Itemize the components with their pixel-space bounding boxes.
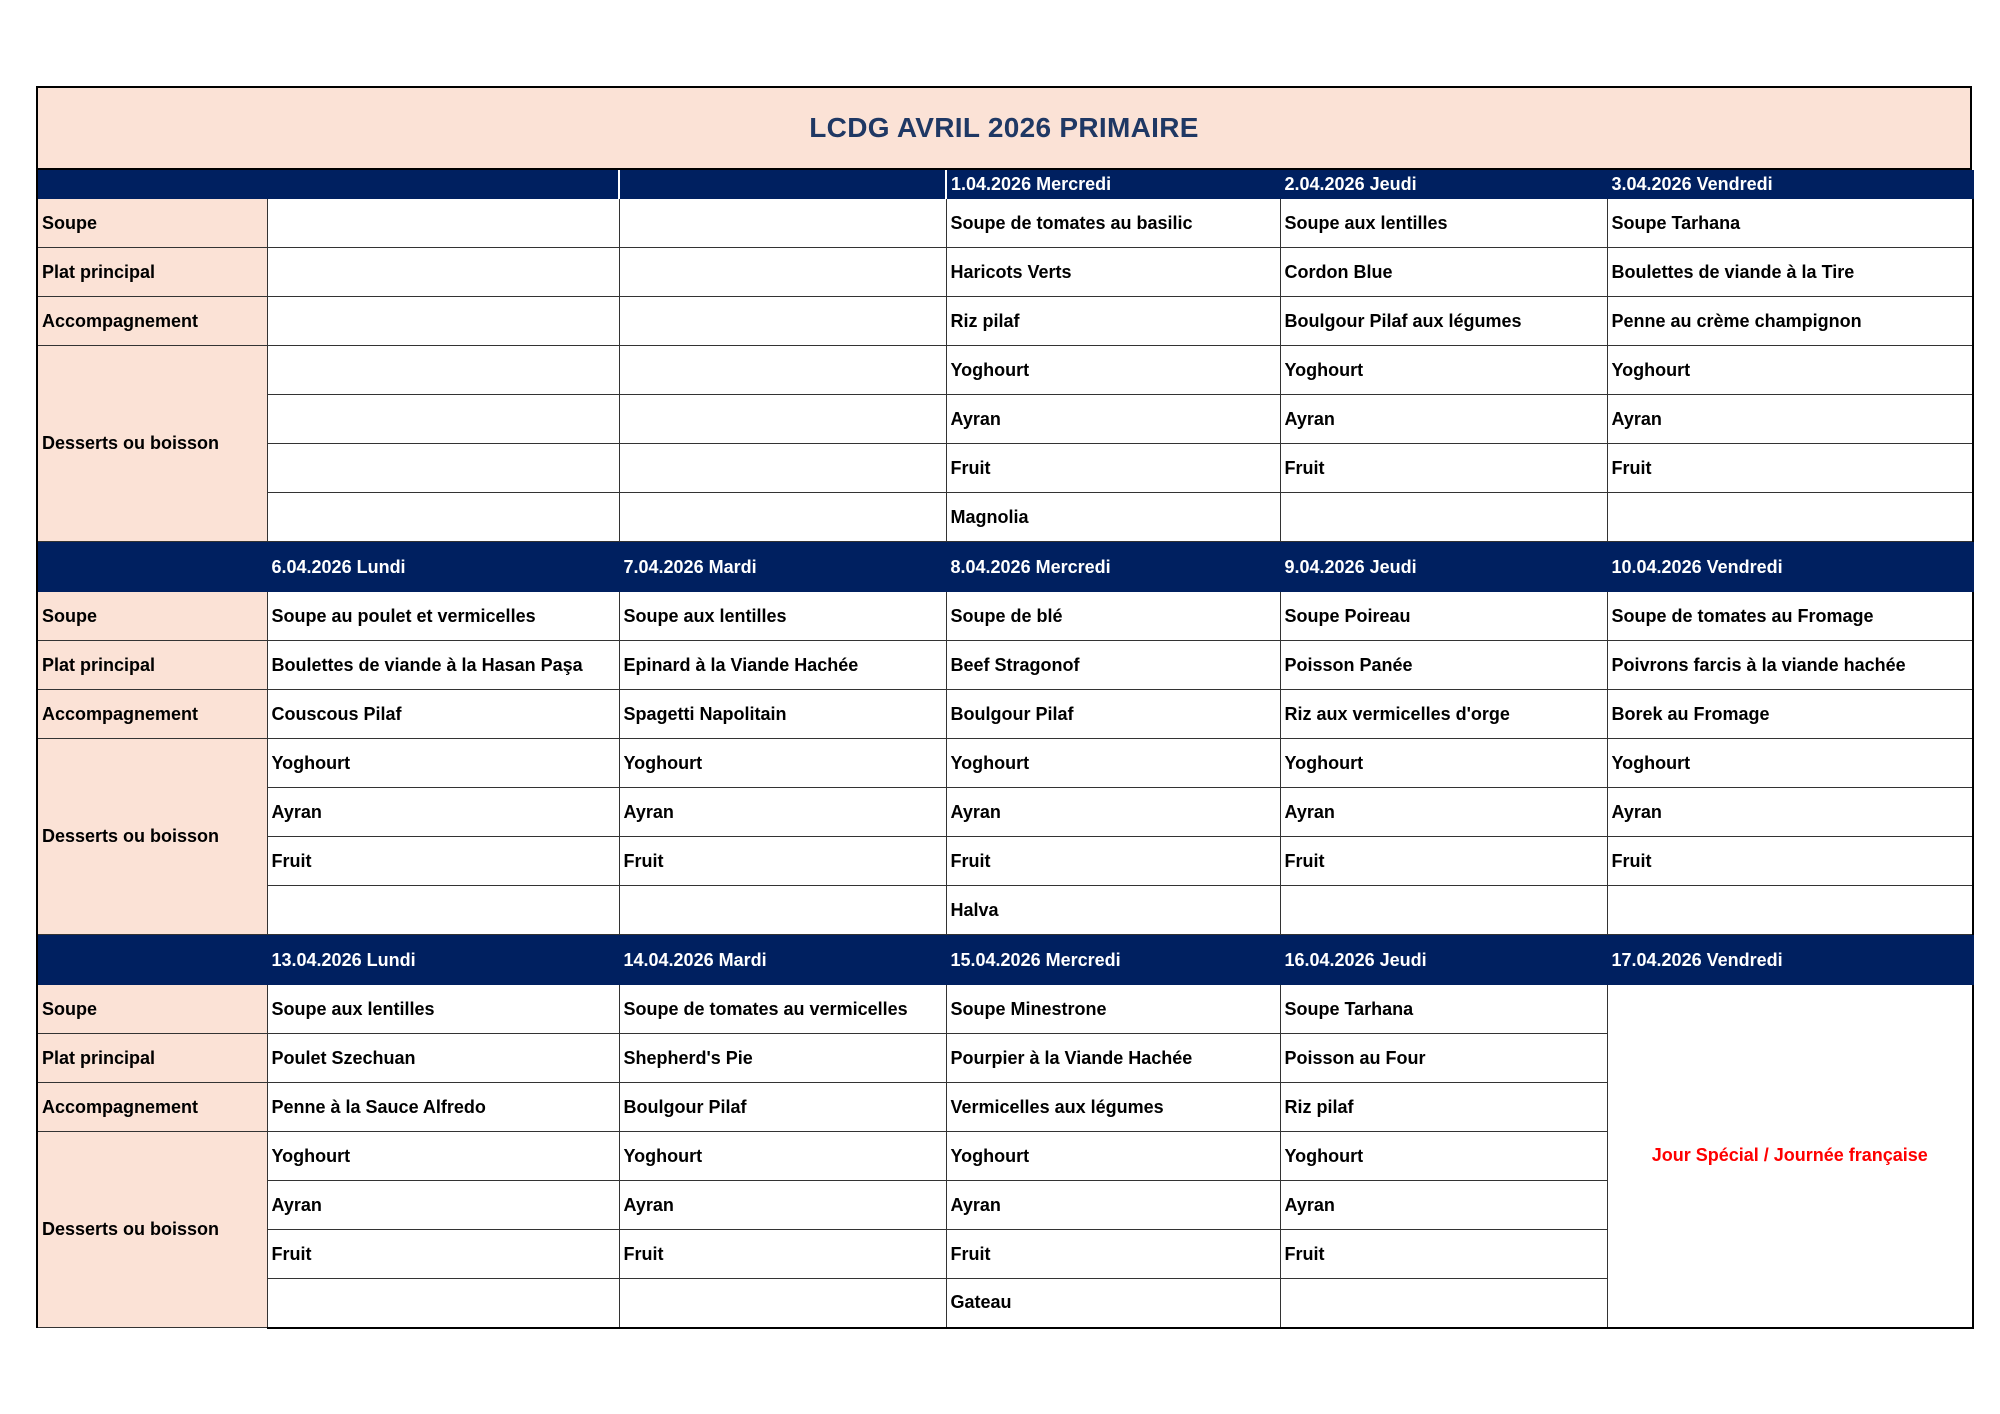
menu-cell: [267, 248, 619, 297]
day-header: 14.04.2026 Mardi: [619, 936, 946, 985]
day-header: 10.04.2026 Vendredi: [1607, 543, 1973, 592]
menu-cell: Poisson Panée: [1280, 641, 1607, 690]
day-header: 17.04.2026 Vendredi: [1607, 936, 1973, 985]
menu-row-side-dish: [37, 297, 1973, 346]
menu-cell: [619, 493, 946, 542]
category-label: Plat principal: [37, 1034, 267, 1083]
menu-cell: Soupe Tarhana: [1607, 199, 1973, 248]
menu-row-soup: [37, 985, 1973, 1034]
weeks-container: [36, 170, 1972, 1329]
day-header: 6.04.2026 Lundi: [267, 543, 619, 592]
menu-cell: Yoghourt: [1280, 346, 1607, 395]
menu-cell: Fruit: [1280, 444, 1607, 493]
category-label: Soupe: [37, 985, 267, 1034]
menu-cell: [619, 248, 946, 297]
menu-row-dessert: [37, 739, 1973, 788]
day-header: 8.04.2026 Mercredi: [946, 543, 1280, 592]
menu-row-dessert: [37, 837, 1973, 886]
menu-row-side-dish: [37, 690, 1973, 739]
menu-row-main-dish: [37, 641, 1973, 690]
menu-cell: Soupe aux lentilles: [619, 592, 946, 641]
menu-cell: Riz pilaf: [946, 297, 1280, 346]
category-label: Desserts ou boisson: [37, 739, 267, 935]
menu-cell: Soupe de tomates au Fromage: [1607, 592, 1973, 641]
category-label: Soupe: [37, 199, 267, 248]
menu-cell: Ayran: [619, 788, 946, 837]
menu-cell: Yoghourt: [1280, 1132, 1607, 1181]
menu-cell: Ayran: [1280, 1181, 1607, 1230]
menu-cell: Epinard à la Viande Hachée: [619, 641, 946, 690]
menu-cell: Yoghourt: [267, 739, 619, 788]
week-table: [36, 935, 1974, 1329]
menu-cell: Fruit: [946, 1230, 1280, 1279]
menu-cell: [1280, 1279, 1607, 1328]
day-header: 7.04.2026 Mardi: [619, 543, 946, 592]
menu-cell: [619, 395, 946, 444]
day-header: 13.04.2026 Lundi: [267, 936, 619, 985]
menu-cell: [267, 886, 619, 935]
menu-cell: Ayran: [619, 1181, 946, 1230]
menu-cell: Ayran: [946, 1181, 1280, 1230]
day-header-row: [37, 171, 1973, 199]
category-label: Desserts ou boisson: [37, 346, 267, 542]
day-header: [619, 171, 946, 199]
menu-cell: Fruit: [1280, 1230, 1607, 1279]
menu-cell: [267, 395, 619, 444]
menu-cell: [1607, 493, 1973, 542]
special-day-note: Jour Spécial / Journée française: [1607, 985, 1973, 1328]
day-header-row: [37, 936, 1973, 985]
menu-cell: [267, 493, 619, 542]
menu-cell: Yoghourt: [1607, 739, 1973, 788]
header-corner: [37, 936, 267, 985]
menu-cell: Vermicelles aux légumes: [946, 1083, 1280, 1132]
menu-cell: Gateau: [946, 1279, 1280, 1328]
menu-cell: Ayran: [1607, 788, 1973, 837]
menu-cell: Fruit: [946, 444, 1280, 493]
menu-cell: Yoghourt: [267, 1132, 619, 1181]
menu-cell: Boulettes de viande à la Hasan Paşa: [267, 641, 619, 690]
day-header: 15.04.2026 Mercredi: [946, 936, 1280, 985]
menu-cell: Boulgour Pilaf: [619, 1083, 946, 1132]
menu-cell: Yoghourt: [946, 739, 1280, 788]
day-header: 9.04.2026 Jeudi: [1280, 543, 1607, 592]
menu-cell: [1280, 886, 1607, 935]
menu-cell: Riz aux vermicelles d'orge: [1280, 690, 1607, 739]
menu-cell: [267, 297, 619, 346]
menu-cell: Soupe aux lentilles: [1280, 199, 1607, 248]
category-label: Plat principal: [37, 248, 267, 297]
day-header: 3.04.2026 Vendredi: [1607, 171, 1973, 199]
menu-cell: Ayran: [946, 395, 1280, 444]
menu-cell: Yoghourt: [946, 1132, 1280, 1181]
header-corner: [37, 171, 267, 199]
menu-cell: Soupe de blé: [946, 592, 1280, 641]
menu-cell: Magnolia: [946, 493, 1280, 542]
menu-sheet: [36, 86, 1972, 1329]
header-corner: [37, 543, 267, 592]
category-label: Accompagnement: [37, 690, 267, 739]
day-header: 2.04.2026 Jeudi: [1280, 171, 1607, 199]
menu-cell: Beef Stragonof: [946, 641, 1280, 690]
day-header: 16.04.2026 Jeudi: [1280, 936, 1607, 985]
menu-cell: Shepherd's Pie: [619, 1034, 946, 1083]
menu-cell: Ayran: [267, 788, 619, 837]
menu-cell: [267, 1279, 619, 1328]
menu-cell: Cordon Blue: [1280, 248, 1607, 297]
menu-cell: [267, 199, 619, 248]
menu-cell: Boulgour Pilaf aux légumes: [1280, 297, 1607, 346]
menu-cell: Soupe au poulet et vermicelles: [267, 592, 619, 641]
menu-cell: Penne à la Sauce Alfredo: [267, 1083, 619, 1132]
day-header-row: [37, 543, 1973, 592]
title-banner: [36, 86, 1972, 170]
menu-cell: [619, 444, 946, 493]
page-title: LCDG AVRIL 2026 PRIMAIRE: [809, 112, 1199, 143]
day-header: [267, 171, 619, 199]
menu-cell: Yoghourt: [619, 739, 946, 788]
menu-cell: [619, 297, 946, 346]
menu-cell: Soupe de tomates au basilic: [946, 199, 1280, 248]
menu-cell: Fruit: [1607, 837, 1973, 886]
menu-cell: Pourpier à la Viande Hachée: [946, 1034, 1280, 1083]
menu-cell: Boulettes de viande à la Tire: [1607, 248, 1973, 297]
menu-row-dessert: [37, 493, 1973, 542]
menu-cell: [1607, 886, 1973, 935]
menu-cell: Spagetti Napolitain: [619, 690, 946, 739]
menu-cell: Yoghourt: [946, 346, 1280, 395]
menu-cell: Fruit: [619, 1230, 946, 1279]
menu-cell: Soupe Minestrone: [946, 985, 1280, 1034]
menu-row-dessert: [37, 886, 1973, 935]
category-label: Soupe: [37, 592, 267, 641]
menu-cell: Fruit: [1607, 444, 1973, 493]
category-label: Accompagnement: [37, 1083, 267, 1132]
menu-row-soup: [37, 592, 1973, 641]
menu-cell: [619, 886, 946, 935]
menu-row-main-dish: [37, 248, 1973, 297]
menu-cell: [619, 199, 946, 248]
menu-row-dessert: [37, 788, 1973, 837]
menu-cell: Ayran: [1280, 788, 1607, 837]
menu-cell: Soupe Poireau: [1280, 592, 1607, 641]
menu-cell: Couscous Pilaf: [267, 690, 619, 739]
menu-row-dessert: [37, 444, 1973, 493]
menu-cell: Haricots Verts: [946, 248, 1280, 297]
week-table: [36, 542, 1974, 935]
menu-cell: Penne au crème champignon: [1607, 297, 1973, 346]
menu-cell: Fruit: [619, 837, 946, 886]
menu-cell: Poivrons farcis à la viande hachée: [1607, 641, 1973, 690]
menu-cell: Fruit: [267, 1230, 619, 1279]
menu-cell: Soupe Tarhana: [1280, 985, 1607, 1034]
menu-cell: [619, 1279, 946, 1328]
menu-cell: [619, 346, 946, 395]
menu-cell: Ayran: [267, 1181, 619, 1230]
menu-cell: Yoghourt: [619, 1132, 946, 1181]
menu-cell: Halva: [946, 886, 1280, 935]
menu-row-dessert: [37, 395, 1973, 444]
menu-cell: [267, 346, 619, 395]
menu-cell: [267, 444, 619, 493]
day-header: 1.04.2026 Mercredi: [946, 171, 1280, 199]
category-label: Accompagnement: [37, 297, 267, 346]
menu-cell: Yoghourt: [1607, 346, 1973, 395]
menu-cell: Poulet Szechuan: [267, 1034, 619, 1083]
menu-cell: Soupe de tomates au vermicelles: [619, 985, 946, 1034]
week-table: [36, 170, 1974, 542]
menu-cell: Yoghourt: [1280, 739, 1607, 788]
menu-cell: Boulgour Pilaf: [946, 690, 1280, 739]
menu-cell: Borek au Fromage: [1607, 690, 1973, 739]
menu-cell: Riz pilaf: [1280, 1083, 1607, 1132]
menu-cell: [1280, 493, 1607, 542]
menu-cell: Ayran: [1280, 395, 1607, 444]
menu-row-soup: [37, 199, 1973, 248]
menu-cell: Fruit: [1280, 837, 1607, 886]
menu-cell: Poisson au Four: [1280, 1034, 1607, 1083]
menu-cell: Soupe aux lentilles: [267, 985, 619, 1034]
menu-cell: Ayran: [1607, 395, 1973, 444]
menu-row-dessert: [37, 346, 1973, 395]
menu-cell: Ayran: [946, 788, 1280, 837]
category-label: Desserts ou boisson: [37, 1132, 267, 1328]
menu-cell: Fruit: [946, 837, 1280, 886]
category-label: Plat principal: [37, 641, 267, 690]
menu-cell: Fruit: [267, 837, 619, 886]
